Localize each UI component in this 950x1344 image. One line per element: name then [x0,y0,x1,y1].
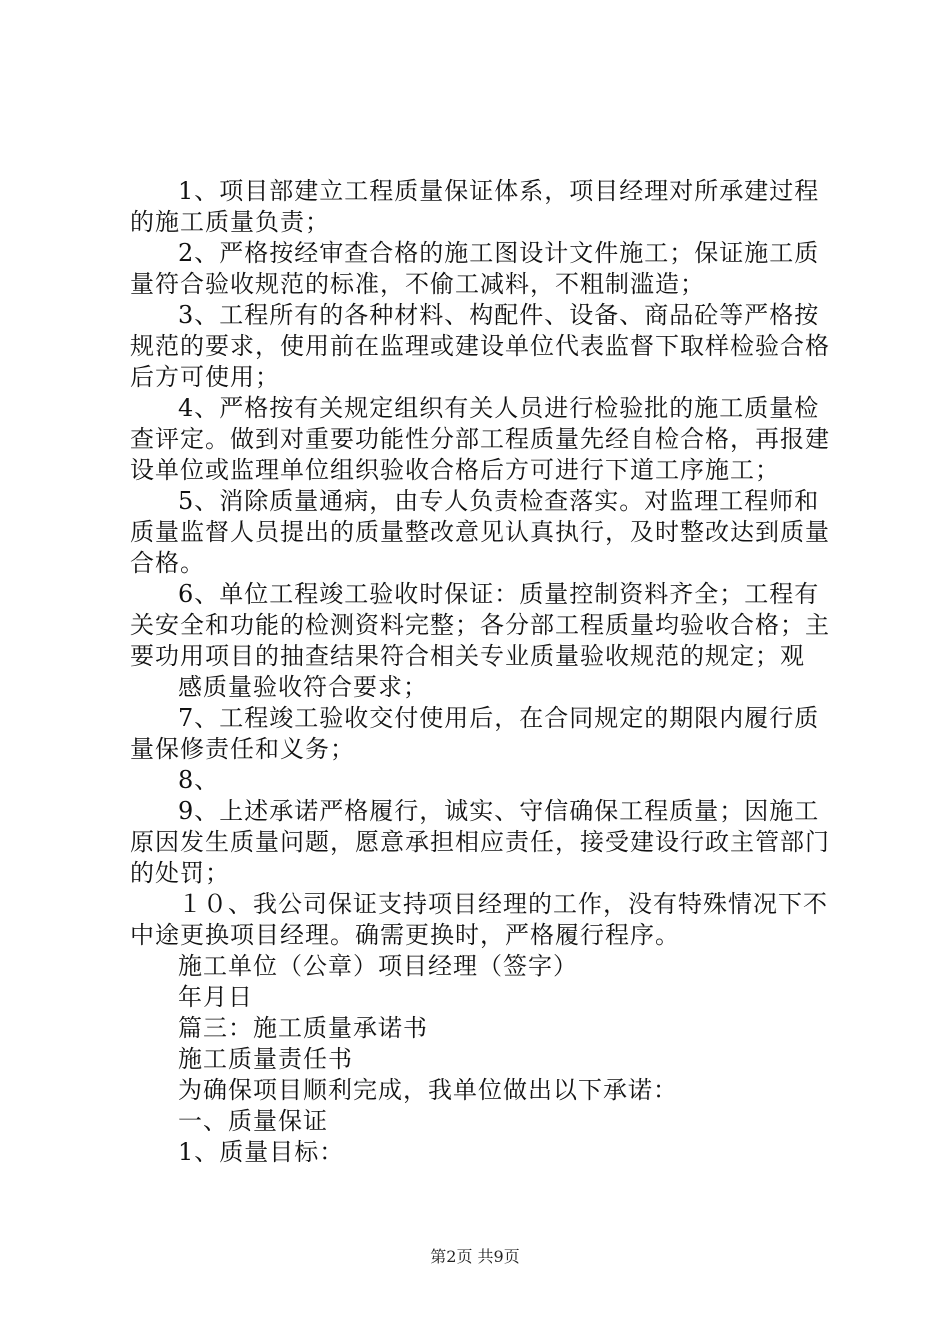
paragraph-6: 6、单位工程竣工验收时保证：质量控制资料齐全；工程有关安全和功能的检测资料完整；各分部工程质量均验收合格；主要功用项目的抽查结果符合相关专业质量验收规范的规定；观 [130,580,830,670]
paragraph-6-continued: 感质量验收符合要求； [178,673,428,701]
section-heading: 篇三：施工质量承诺书 [178,1014,428,1042]
document-body [130,176,830,1168]
paragraph-10: １０、我公司保证支持项目经理的工作，没有特殊情况下不中途更换项目经理。确需更换时，严格履行程序。 [130,890,828,949]
subsection-heading: 一、质量保证 [178,1107,328,1135]
date-line: 年月日 [178,983,253,1011]
paragraph-5: 5、消除质量通病，由专人负责检查落实。对监理工程师和质量监督人员提出的质量整改意见认真执行，及时整改达到质量合格。 [130,487,830,577]
signature-line: 施工单位（公章）项目经理（签字） [178,952,578,980]
paragraph-1: 1、项目部建立工程质量保证体系，项目经理对所承建过程的施工质量负责； [130,177,820,236]
paragraph-3: 3、工程所有的各种材料、构配件、设备、商品砼等严格按规范的要求，使用前在监理或建设单位代表监督下取样检验合格后方可使用； [130,301,830,391]
paragraph-4: 4、严格按有关规定组织有关人员进行检验批的施工质量检查评定。做到对重要功能性分部工程质量先经自检合格，再报建设单位或监理单位组织验收合格后方可进行下道工序施工； [130,394,830,484]
paragraph-9: 9、上述承诺严格履行，诚实、守信确保工程质量；因施工原因发生质量问题，愿意承担相应责任，接受建设行政主管部门的处罚； [130,797,830,887]
page-number: 第2页 共9页 [430,1247,520,1266]
document-title: 施工质量责任书 [178,1045,353,1073]
paragraph-7: 7、工程竣工验收交付使用后，在合同规定的期限内履行质量保修责任和义务； [130,704,820,763]
intro-line: 为确保项目顺利完成，我单位做出以下承诺： [178,1076,678,1104]
paragraph-8: 8、 [178,766,220,794]
list-item-1: 1、质量目标： [178,1138,345,1166]
paragraph-2: 2、严格按经审查合格的施工图设计文件施工；保证施工质量符合验收规范的标准，不偷工减料，不粗制滥造； [130,239,820,298]
